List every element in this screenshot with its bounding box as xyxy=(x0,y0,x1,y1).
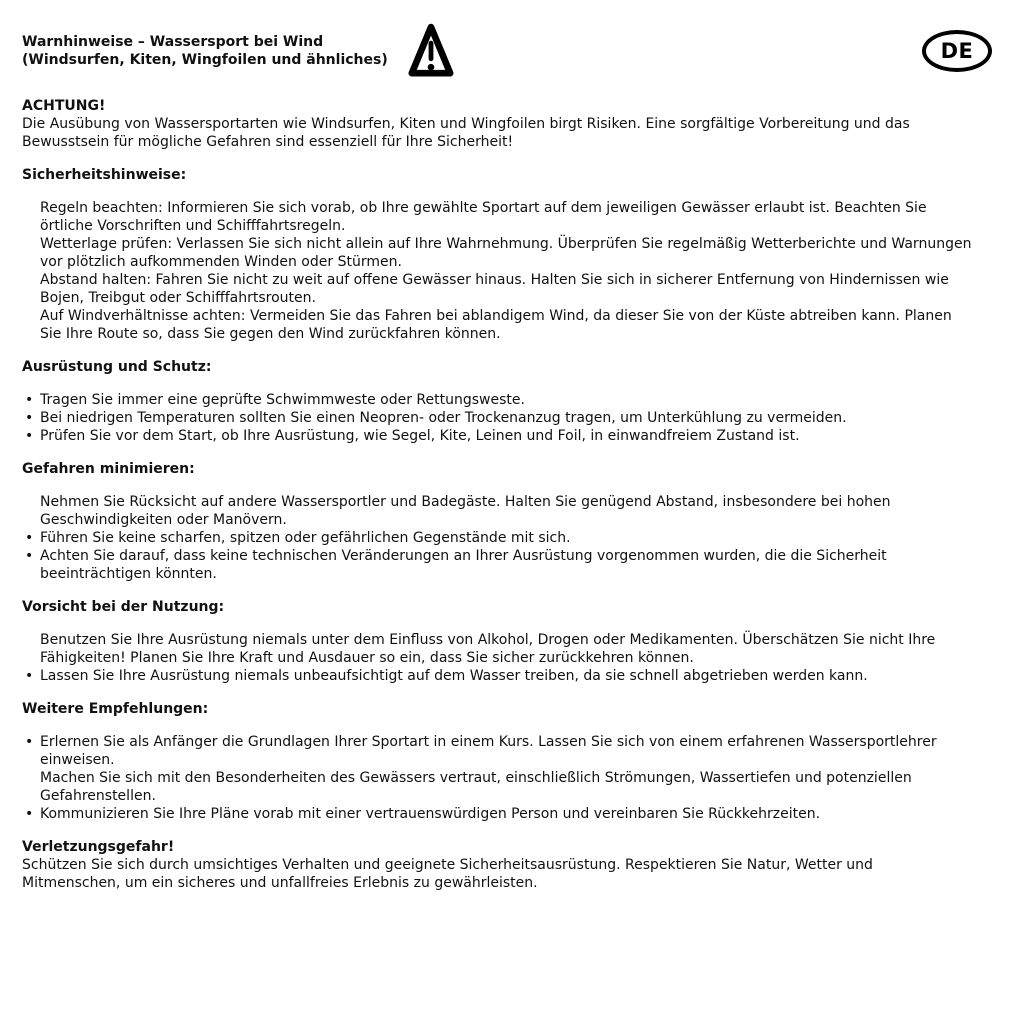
document-header xyxy=(22,20,992,82)
list-item xyxy=(22,529,974,547)
list-item xyxy=(22,631,974,667)
section-heading: Vorsicht bei der Nutzung: xyxy=(22,599,225,615)
language-badge xyxy=(922,30,992,72)
list-item xyxy=(22,733,974,769)
list-item xyxy=(22,307,974,343)
section-item-list xyxy=(22,391,974,445)
section-heading: Sicherheitshinweise: xyxy=(22,167,187,183)
document-section xyxy=(22,700,992,823)
list-item xyxy=(22,199,974,235)
intro-body: Die Ausübung von Wassersportarten wie Windsurfen, Kiten und Wingfoilen birgt Risiken. Eine sorgfältige Vorbereitung und das Bewusstsein für mögliche Gefahren sind essenziell für Ihre Sicherheit! xyxy=(22,116,910,150)
section-item-list xyxy=(22,199,974,343)
list-item xyxy=(22,667,974,685)
document-section xyxy=(22,598,992,685)
outro-paragraph xyxy=(22,838,952,892)
list-item xyxy=(22,271,974,307)
list-item xyxy=(22,805,974,823)
list-item xyxy=(22,427,974,445)
list-item-text: Wetterlage prüfen: Verlassen Sie sich nicht allein auf Ihre Wahrnehmung. Überprüfen Sie regelmäßig Wetterberichte und Warnungen vor plötzlich aufkommenden Winden oder Stürmen. xyxy=(40,236,972,270)
document-section xyxy=(22,358,992,445)
list-item-text: Prüfen Sie vor dem Start, ob Ihre Ausrüstung, wie Segel, Kite, Leinen und Foil, in einwandfreiem Zustand ist. xyxy=(40,428,800,444)
intro-paragraph xyxy=(22,97,952,151)
page-title xyxy=(22,33,388,69)
list-item-text: Erlernen Sie als Anfänger die Grundlagen Ihrer Sportart in einem Kurs. Lassen Sie sich von einem erfahrenen Wassersportlehrer einweisen. xyxy=(40,734,937,768)
list-item xyxy=(22,769,974,805)
section-heading: Ausrüstung und Schutz: xyxy=(22,359,212,375)
warning-triangle-icon xyxy=(406,21,456,81)
intro-heading: ACHTUNG! xyxy=(22,98,106,114)
list-item xyxy=(22,391,974,409)
section-item-list xyxy=(22,631,974,685)
list-item-text: Regeln beachten: Informieren Sie sich vorab, ob Ihre gewählte Sportart auf dem jeweiligen Gewässer erlaubt ist. Beachten Sie örtliche Vorschriften und Schifffahrtsregeln. xyxy=(40,200,927,234)
outro-body: Schützen Sie sich durch umsichtiges Verhalten und geeignete Sicherheitsausrüstung. Respektieren Sie Natur, Wetter und Mitmenschen, um ein sicheres und unfallfreies Erlebnis zu gewährleisten. xyxy=(22,857,873,891)
list-item-text: Auf Windverhältnisse achten: Vermeiden Sie das Fahren bei ablandigem Wind, da dieser Sie von der Küste abtreiben kann. Planen Sie Ihre Route so, dass Sie gegen den Wind zurückfahren können. xyxy=(40,308,952,342)
list-item xyxy=(22,409,974,427)
list-item-text: Nehmen Sie Rücksicht auf andere Wassersportler und Badegäste. Halten Sie genügend Abstand, insbesondere bei hohen Geschwindigkeiten oder Manövern. xyxy=(40,494,891,528)
outro-heading: Verletzungsgefahr! xyxy=(22,839,175,855)
list-item-text: Führen Sie keine scharfen, spitzen oder gefährlichen Gegenstände mit sich. xyxy=(40,530,571,546)
page-title-line1: Warnhinweise – Wassersport bei Wind xyxy=(22,34,324,50)
document-sections xyxy=(22,166,992,823)
list-item-text: Lassen Sie Ihre Ausrüstung niemals unbeaufsichtigt auf dem Wasser treiben, da sie schnell abgetrieben werden kann. xyxy=(40,668,868,684)
section-heading: Weitere Empfehlungen: xyxy=(22,701,209,717)
section-heading: Gefahren minimieren: xyxy=(22,461,195,477)
list-item-text: Tragen Sie immer eine geprüfte Schwimmweste oder Rettungsweste. xyxy=(40,392,525,408)
document-section xyxy=(22,166,992,343)
document-section xyxy=(22,460,992,583)
list-item xyxy=(22,493,974,529)
list-item-text: Benutzen Sie Ihre Ausrüstung niemals unter dem Einfluss von Alkohol, Drogen oder Medikamenten. Überschätzen Sie nicht Ihre Fähigkeiten! Planen Sie Ihre Kraft und Ausdauer so ein, dass Sie sicher zurückkehren können. xyxy=(40,632,936,666)
list-item-text: Bei niedrigen Temperaturen sollten Sie einen Neopren- oder Trockenanzug tragen, um Unterkühlung zu vermeiden. xyxy=(40,410,847,426)
list-item xyxy=(22,235,974,271)
list-item xyxy=(22,547,974,583)
list-item-text: Kommunizieren Sie Ihre Pläne vorab mit einer vertrauenswürdigen Person und vereinbaren Sie Rückkehrzeiten. xyxy=(40,806,821,822)
list-item-text: Machen Sie sich mit den Besonderheiten des Gewässers vertraut, einschließlich Strömungen, Wassertiefen und potenziellen Gefahrenstellen. xyxy=(40,770,912,804)
language-badge-label: DE xyxy=(940,39,974,63)
section-item-list xyxy=(22,733,974,823)
list-item-text: Abstand halten: Fahren Sie nicht zu weit auf offene Gewässer hinaus. Halten Sie sich in sicherer Entfernung von Hindernissen wie Bojen, Treibgut oder Schifffahrtsrouten. xyxy=(40,272,949,306)
page-title-line2: (Windsurfen, Kiten, Wingfoilen und ähnliches) xyxy=(22,52,388,68)
list-item-text: Achten Sie darauf, dass keine technischen Veränderungen an Ihrer Ausrüstung vorgenommen wurden, die die Sicherheit beeinträchtigen könnten. xyxy=(40,548,887,582)
section-item-list xyxy=(22,493,974,583)
